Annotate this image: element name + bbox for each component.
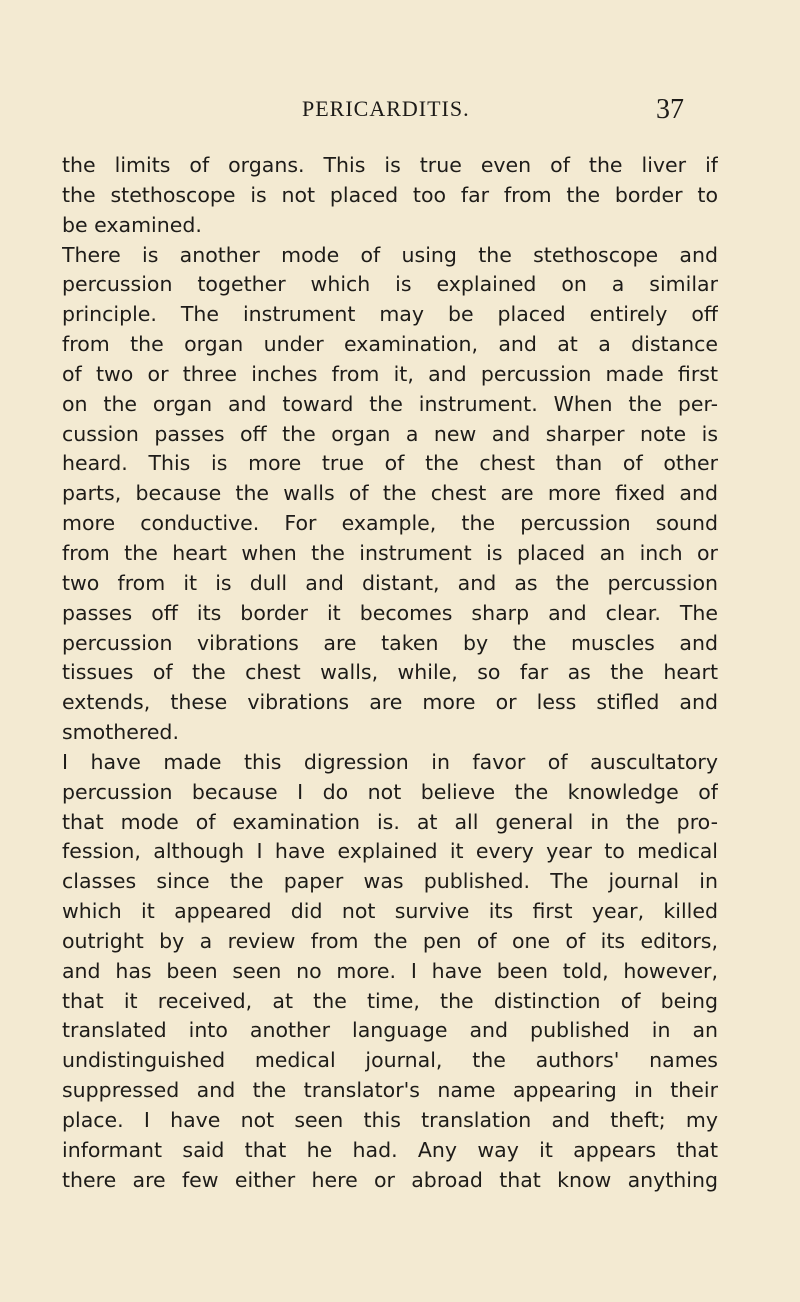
text-line: classes since the paper was published. The journal in	[62, 869, 718, 894]
text-line: two from it is dull and distant, and as the percussion	[62, 570, 718, 595]
text-line: of two or three inches from it, and percussion made first	[62, 361, 718, 386]
text-line: from the organ under examination, and at a distance	[62, 332, 718, 357]
text-line: tissues of the chest walls, while, so far as the heart	[62, 660, 718, 685]
chapter-title: PERICARDITIS.	[302, 96, 470, 121]
text-line: I have made this digression in favor of auscultatory	[62, 749, 718, 774]
body-text	[62, 151, 718, 1196]
text-line: the stethoscope is not placed too far from the border to	[62, 182, 718, 207]
text-line: cussion passes off the organ a new and sharper note is	[62, 421, 718, 446]
text-line: passes off its border it becomes sharp and clear. The	[62, 600, 718, 625]
text-line: more conductive. For example, the percussion sound	[62, 511, 718, 536]
text-line: suppressed and the translator's name appearing in their	[62, 1078, 718, 1103]
running-head	[0, 90, 800, 124]
text-line: be examined.	[62, 212, 202, 237]
text-line: the limits of organs. This is true even of the liver if	[62, 153, 718, 177]
text-line: that it received, at the time, the distinction of being	[62, 988, 718, 1013]
text-line: extends, these vibrations are more or less stifled and	[62, 690, 718, 715]
text-line: that mode of examination is. at all general in the pro-	[62, 809, 718, 834]
text-line: heard. This is more true of the chest than of other	[62, 451, 718, 476]
text-line: place. I have not seen this translation and theft; my	[62, 1108, 718, 1132]
text-line: parts, because the walls of the chest are more fixed and	[62, 481, 718, 506]
text-line: and has been seen no more. I have been told, however,	[62, 958, 718, 983]
text-line: percussion vibrations are taken by the muscles and	[62, 630, 718, 655]
text-line: percussion together which is explained on a similar	[62, 272, 718, 297]
text-line: percussion because I do not believe the knowledge of	[62, 779, 718, 804]
text-line: principle. The instrument may be placed entirely off	[62, 302, 718, 327]
text-line: informant said that he had. Any way it appears that	[62, 1137, 718, 1162]
text-line: which it appeared did not survive its first year, killed	[62, 899, 718, 924]
page-number: 37	[656, 94, 684, 125]
text-line: outright by a review from the pen of one of its editors,	[62, 928, 718, 953]
text-line: on the organ and toward the instrument. When the per-	[62, 391, 718, 416]
text-line: there are few either here or abroad that know anything	[62, 1167, 718, 1192]
text-line: fession, although I have explained it every year to medical	[62, 839, 718, 864]
text-line: smothered.	[62, 720, 179, 745]
text-line: undistinguished medical journal, the authors' names	[62, 1048, 718, 1073]
text-line: There is another mode of using the stethoscope and	[62, 242, 718, 267]
text-line: from the heart when the instrument is placed an inch or	[62, 540, 718, 565]
text-line: translated into another language and published in an	[62, 1018, 718, 1043]
